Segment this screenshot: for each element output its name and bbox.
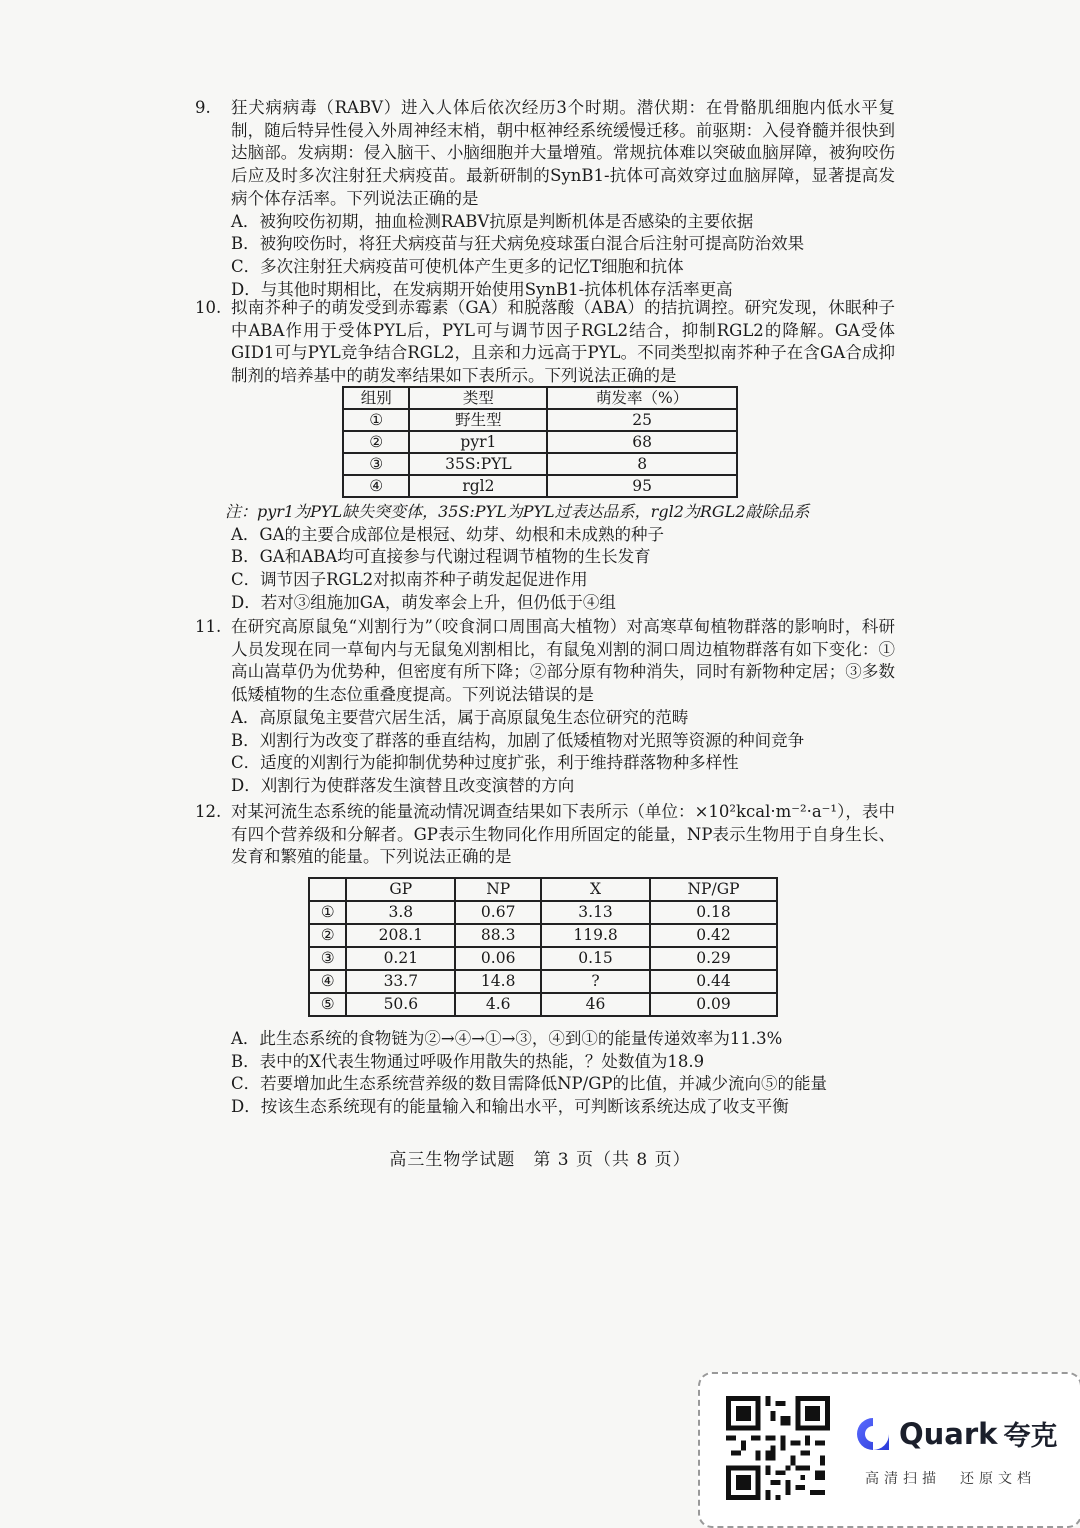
table-header: 类型 xyxy=(409,387,547,409)
option-d: D．若对③组施加GA，萌发率会上升，但仍低于④组 xyxy=(231,592,616,612)
table-cell: ? xyxy=(541,970,650,993)
option-b: B．GA和ABA均可直接参与代谢过程调节植物的生长发育 xyxy=(231,547,651,567)
table-cell: 95 xyxy=(547,475,737,497)
qr-code-icon[interactable] xyxy=(726,1396,830,1500)
table-cell: ② xyxy=(309,924,346,947)
page-footer: 高三生物学试题 第 3 页（共 8 页） xyxy=(389,1150,691,1170)
table-header xyxy=(309,878,346,901)
option-b: B．被狗咬伤时，将狂犬病疫苗与狂犬病免疫球蛋白混合后注射可提高防治效果 xyxy=(231,234,805,254)
table-cell: 0.44 xyxy=(650,970,777,993)
table-row xyxy=(343,453,737,475)
option-a: A．此生态系统的食物链为②→④→①→③，④到①的能量传递效率为11.3% xyxy=(231,1029,783,1048)
table-cell: rgl2 xyxy=(409,475,547,497)
table-row xyxy=(309,901,777,924)
table-cell: ② xyxy=(343,431,409,453)
quark-logo-icon xyxy=(855,1416,891,1452)
option-c: C．若要增加此生态系统营养级的数目需降低NP/GP的比值，并减少流向⑤的能量 xyxy=(231,1074,828,1094)
table-cell: 4.6 xyxy=(455,993,541,1016)
table-header: NP xyxy=(455,878,541,901)
table-row xyxy=(343,409,737,431)
table-cell: 88.3 xyxy=(455,924,541,947)
question-10-options xyxy=(195,501,895,615)
option-b: B．表中的X代表生物通过呼吸作用散失的热能，？处数值为18.9 xyxy=(231,1051,705,1071)
option-d: D．按该生态系统现有的能量输入和输出水平，可判断该系统达成了收支平衡 xyxy=(231,1097,789,1117)
table-cell: 119.8 xyxy=(541,924,650,947)
table-row xyxy=(309,993,777,1016)
table-header: NP/GP xyxy=(650,878,777,901)
question-9 xyxy=(195,97,895,301)
table-cell: 50.6 xyxy=(346,993,455,1016)
table-cell: 0.21 xyxy=(346,947,455,970)
table-cell: ① xyxy=(343,409,409,431)
table-row xyxy=(309,947,777,970)
option-a: A．高原鼠兔主要营穴居生活，属于高原鼠兔生态位研究的范畴 xyxy=(231,707,689,727)
table-cell: 0.06 xyxy=(455,947,541,970)
question-number: 12. xyxy=(195,802,222,821)
option-b: B．刈割行为改变了群落的垂直结构，加剧了低矮植物对光照等资源的种间竞争 xyxy=(231,730,805,750)
table-cell: 68 xyxy=(547,431,737,453)
table-cell: ③ xyxy=(309,947,346,970)
question-stem: 拟南芥种子的萌发受到赤霉素（GA）和脱落酸（ABA）的拮抗调控。研究发现，休眠种子中ABA作用于受体PYL后，PYL可与调节因子RGL2结合，抑制RGL2的降解。GA受体GID1可与PYL竞争结合RGL2，且亲和力远高于PYL。不同类型拟南芥种子在含GA合成抑制剂的培养基中的萌发率结果如下表所示。下列说法正确的是 xyxy=(231,298,895,386)
quark-watermark[interactable] xyxy=(698,1372,1080,1528)
table-header: X xyxy=(541,878,650,901)
brand-name-cn: 夸克 xyxy=(1003,1421,1058,1452)
option-d: D．与其他时期相比，在发病期开始使用SynB1-抗体机体存活率更高 xyxy=(231,279,733,299)
table-note: 注：pyr1为PYL缺失突变体，35S:PYL为PYL过表达品系，rgl2为RGL2敲除品系 xyxy=(225,502,810,521)
question-stem: 在研究高原鼠兔“刈割行为”（咬食洞口周围高大植物）对高寒草甸植物群落的影响时，科研人员发现在同一草甸内与无鼠兔刈割相比，有鼠兔刈割的洞口周边植物群落有如下变化：①高山嵩草仍为优势种，但密度有所下降；②部分原有物种消失，同时有新物种定居；③多数低矮植物的生态位重叠度提高。下列说法错误的是 xyxy=(231,617,895,705)
table-cell: 46 xyxy=(541,993,650,1016)
question-stem: 狂犬病病毒（RABV）进入人体后依次经历3个时期。潜伏期：在骨骼肌细胞内低水平复制，随后特异性侵入外周神经末梢，朝中枢神经系统缓慢迁移。前驱期：入侵脊髓并很快到达脑部。发病期：侵入脑干、小脑细胞并大量增殖。常规抗体难以突破血脑屏障，被狗咬伤后应及时多次注射狂犬病疫苗。最新研制的SynB1-抗体可高效穿过血脑屏障，显著提高发病个体存活率。下列说法正确的是 xyxy=(231,98,895,208)
table-cell: 0.09 xyxy=(650,993,777,1016)
table-cell: 14.8 xyxy=(455,970,541,993)
table-cell: 3.13 xyxy=(541,901,650,924)
table-row xyxy=(309,970,777,993)
table-cell: 33.7 xyxy=(346,970,455,993)
table-cell: 0.15 xyxy=(541,947,650,970)
option-a: A．GA的主要合成部位是根冠、幼芽、幼根和未成熟的种子 xyxy=(231,524,665,544)
table-header: 萌发率（%） xyxy=(547,387,737,409)
table-cell: 35S:PYL xyxy=(409,453,547,475)
table-cell: 8 xyxy=(547,453,737,475)
table-cell: 0.18 xyxy=(650,901,777,924)
table-cell: 0.67 xyxy=(455,901,541,924)
table-header-row xyxy=(343,387,737,409)
table-cell: 0.42 xyxy=(650,924,777,947)
question-10 xyxy=(195,297,895,388)
table-cell: pyr1 xyxy=(409,431,547,453)
option-c: C．适度的刈割行为能抑制优势种过度扩张，利于维持群落物种多样性 xyxy=(231,753,739,773)
table-cell: 208.1 xyxy=(346,924,455,947)
table-cell: 0.29 xyxy=(650,947,777,970)
option-c: C．多次注射狂犬病疫苗可使机体产生更多的记忆T细胞和抗体 xyxy=(231,256,684,276)
question-number: 11. xyxy=(195,617,222,636)
brand-slogan: 高清扫描 还原文档 xyxy=(865,1471,1036,1487)
question-11 xyxy=(195,616,895,798)
table-cell: ③ xyxy=(343,453,409,475)
question-12-options xyxy=(195,1028,895,1119)
table-row xyxy=(343,431,737,453)
table-cell: ① xyxy=(309,901,346,924)
table-header: GP xyxy=(346,878,455,901)
table-cell: ④ xyxy=(309,970,346,993)
question-number: 9. xyxy=(195,98,211,117)
table-header: 组别 xyxy=(343,387,409,409)
option-a: A．被狗咬伤初期，抽血检测RABV抗原是判断机体是否感染的主要依据 xyxy=(231,211,754,231)
question-number: 10. xyxy=(195,298,222,317)
table-row xyxy=(343,475,737,497)
table-cell: ⑤ xyxy=(309,993,346,1016)
table-header-row xyxy=(309,878,777,901)
table-cell: ④ xyxy=(343,475,409,497)
question-12 xyxy=(195,801,895,869)
germination-table xyxy=(342,386,738,498)
brand-name: Quark xyxy=(899,1416,998,1451)
option-d: D．刈割行为使群落发生演替且改变演替的方向 xyxy=(231,775,575,795)
table-cell: 25 xyxy=(547,409,737,431)
energy-flow-table xyxy=(308,877,778,1017)
table-cell: 3.8 xyxy=(346,901,455,924)
table-row xyxy=(309,924,777,947)
option-c: C．调节因子RGL2对拟南芥种子萌发起促进作用 xyxy=(231,570,588,590)
quark-brand xyxy=(855,1414,1057,1453)
question-stem: 对某河流生态系统的能量流动情况调查结果如下表所示（单位：×10²kcal·m⁻²·a⁻¹），表中有四个营养级和分解者。GP表示生物同化作用所固定的能量，NP表示生物用于自身生长、发育和繁殖的能量。下列说法正确的是 xyxy=(231,802,895,867)
table-cell: 野生型 xyxy=(409,409,547,431)
